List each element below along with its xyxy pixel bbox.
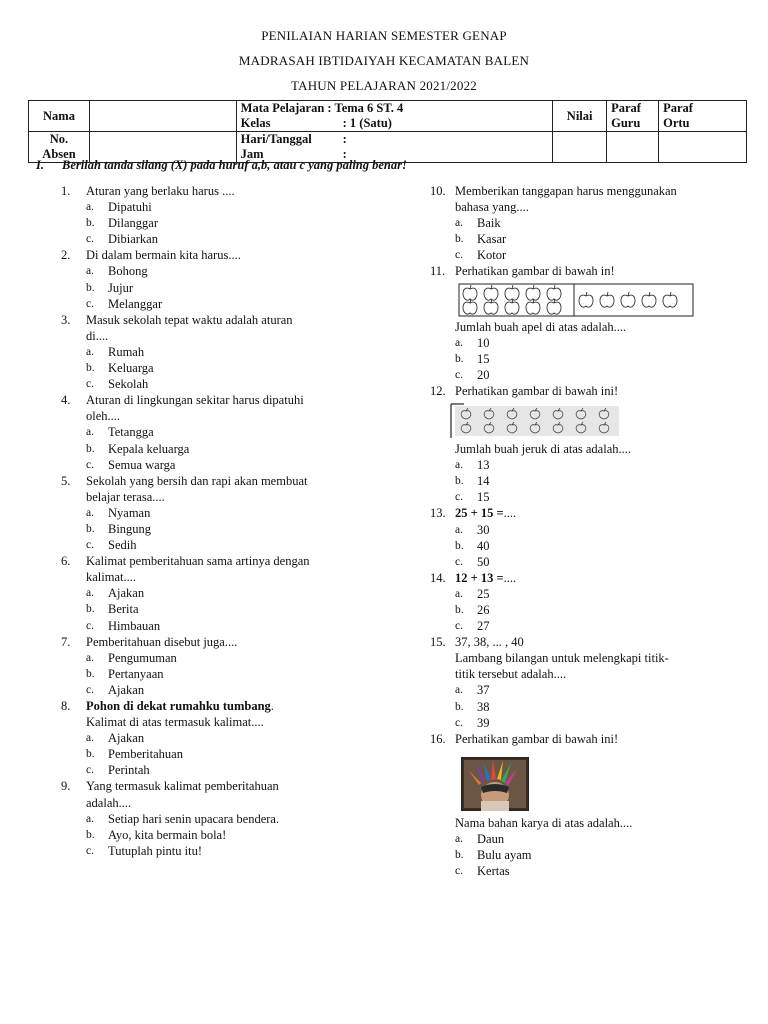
- question-number: 6.: [61, 554, 71, 569]
- option-text: Pengumuman: [108, 650, 177, 665]
- option-text: Bingung: [108, 521, 152, 536]
- question-picture: [458, 283, 760, 317]
- option-letter: b.: [455, 603, 464, 616]
- question-expression: [455, 505, 760, 521]
- option-b[interactable]: [86, 215, 381, 231]
- question-text: kalimat....: [86, 570, 136, 585]
- option-letter: a.: [86, 812, 94, 825]
- option-letter: a.: [86, 201, 94, 214]
- question-followup: Jumlah buah jeruk di atas adalah....: [455, 442, 631, 457]
- mapel-kelas-cell: [236, 101, 553, 132]
- option-letter: b.: [86, 828, 95, 841]
- option-c[interactable]: [455, 247, 760, 263]
- question-text: Di dalam bermain kita harus....: [86, 248, 241, 263]
- left-column: [61, 183, 381, 859]
- option-a[interactable]: [86, 344, 381, 360]
- option-letter: a.: [86, 265, 94, 278]
- question-number: 2.: [61, 248, 71, 263]
- label-hari: Hari/Tanggal: [240, 132, 312, 146]
- option-c[interactable]: [455, 863, 760, 879]
- option-a[interactable]: [86, 505, 381, 521]
- oranges-picture: [450, 403, 624, 439]
- question-text: Pemberitahuan disebut juga....: [86, 634, 238, 649]
- question-number: 14.: [430, 570, 446, 585]
- colon-hari: :: [342, 132, 347, 146]
- option-b[interactable]: [86, 521, 381, 537]
- option-c[interactable]: [86, 537, 381, 553]
- expression-end: ....: [503, 570, 517, 585]
- option-text: Sedih: [108, 538, 137, 553]
- option-letter: b.: [86, 217, 95, 230]
- option-c[interactable]: [455, 715, 760, 731]
- option-letter: c.: [86, 619, 94, 632]
- option-letter: c.: [86, 844, 94, 857]
- question-11: [430, 263, 760, 382]
- question-text: Memberikan tanggapan harus menggunakan: [455, 184, 677, 198]
- options-list: [86, 424, 381, 472]
- option-a[interactable]: [455, 215, 760, 231]
- question-number: 15.: [430, 635, 446, 650]
- option-a[interactable]: [86, 650, 381, 666]
- option-text: Keluarga: [108, 361, 154, 376]
- option-text: 20: [477, 367, 490, 382]
- option-b[interactable]: [86, 827, 381, 843]
- question-number: 7.: [61, 634, 71, 649]
- question-number: 11.: [430, 264, 446, 279]
- option-text: 30: [477, 522, 490, 537]
- option-text: Sekolah: [108, 377, 149, 392]
- option-text: Rumah: [108, 344, 145, 359]
- option-b[interactable]: [455, 847, 760, 863]
- option-text: 37: [477, 683, 490, 698]
- question-14: [430, 570, 760, 634]
- header-line-3: TAHUN PELAJARAN 2021/2022: [291, 78, 477, 93]
- option-b[interactable]: [455, 699, 760, 715]
- instruction-text: Berilah tanda silang (X) pada huruf a,b, atau c yang paling benar!: [62, 158, 407, 172]
- option-letter: a.: [455, 217, 463, 230]
- question-number: 8.: [61, 699, 71, 713]
- options-list: [86, 505, 381, 553]
- option-a[interactable]: [86, 585, 381, 601]
- option-letter: b.: [86, 667, 95, 680]
- paraf-guru-cell: [607, 101, 659, 132]
- question-12: [430, 383, 760, 505]
- option-letter: a.: [455, 459, 463, 472]
- option-a[interactable]: [455, 457, 760, 473]
- question-6: [61, 553, 381, 633]
- option-a[interactable]: [455, 335, 760, 351]
- option-letter: b.: [455, 233, 464, 246]
- option-text: Ajakan: [108, 731, 145, 746]
- option-letter: a.: [455, 587, 463, 600]
- option-letter: c.: [86, 539, 94, 552]
- paraf-ortu-cell: [659, 101, 747, 132]
- question-picture: [461, 757, 760, 811]
- right-column: [430, 183, 760, 879]
- identity-table: [28, 100, 747, 163]
- question-text: Perhatikan gambar di bawah in!: [455, 264, 615, 279]
- question-text: Perhatikan gambar di bawah ini!: [455, 383, 619, 398]
- options-list: [455, 586, 760, 634]
- question-picture: [450, 403, 760, 439]
- option-text: Tetangga: [108, 425, 154, 440]
- question-15: [430, 634, 760, 731]
- options-list: [86, 730, 381, 778]
- option-c[interactable]: [86, 682, 381, 698]
- option-text: 25: [477, 586, 490, 601]
- question-text: Kalimat di atas termasuk kalimat....: [86, 715, 264, 730]
- option-letter: c.: [86, 297, 94, 310]
- option-letter: b.: [455, 700, 464, 713]
- question-text: Yang termasuk kalimat pemberitahuan: [86, 779, 279, 794]
- option-a[interactable]: [455, 831, 760, 847]
- option-c[interactable]: [86, 231, 381, 247]
- value-mapel: Tema 6 ST. 4: [334, 101, 404, 115]
- option-text: Dipatuhi: [108, 200, 152, 215]
- option-letter: b.: [86, 603, 95, 616]
- option-letter: b.: [86, 281, 95, 294]
- question-number: 4.: [61, 393, 71, 408]
- question-number: 10.: [430, 184, 446, 198]
- question-number: 13.: [430, 506, 446, 521]
- option-c[interactable]: [86, 843, 381, 859]
- label-paraf-ortu-2: Ortu: [663, 116, 690, 130]
- option-text: Kasar: [477, 232, 507, 247]
- option-text: 14: [477, 474, 490, 489]
- options-list: [455, 522, 760, 570]
- option-text: 38: [477, 699, 490, 714]
- option-b[interactable]: [86, 601, 381, 617]
- question-number: 1.: [61, 184, 71, 198]
- option-letter: b.: [455, 352, 464, 365]
- option-letter: a.: [86, 426, 94, 439]
- bold-sentence-text: Pohon di dekat rumahku tumbang: [86, 699, 271, 713]
- option-text: 27: [477, 619, 490, 634]
- option-text: Ayo, kita bermain bola!: [108, 827, 227, 842]
- option-letter: c.: [455, 249, 463, 262]
- option-c[interactable]: [86, 762, 381, 778]
- option-a[interactable]: [455, 522, 760, 538]
- option-text: Nyaman: [108, 505, 151, 520]
- options-list: [455, 682, 760, 730]
- header-line-2: MADRASAH IBTIDAIYAH KECAMATAN BALEN: [238, 53, 530, 68]
- option-b[interactable]: [86, 746, 381, 762]
- colon-jam: :: [342, 147, 347, 161]
- question-followup: Jumlah buah apel di atas adalah....: [455, 319, 627, 334]
- question-text: Aturan di lingkungan sekitar harus dipatuhi: [86, 393, 304, 408]
- question-text: Lambang bilangan untuk melengkapi titik-: [455, 651, 669, 666]
- label-mapel: Mata Pelajaran :: [240, 101, 332, 115]
- option-text: Bohong: [108, 264, 148, 279]
- bold-sentence-end: .: [270, 699, 274, 713]
- option-text: Kotor: [477, 248, 507, 263]
- question-text: Masuk sekolah tepat waktu adalah aturan: [86, 312, 293, 327]
- question-text: Perhatikan gambar di bawah ini!: [455, 731, 619, 746]
- option-letter: c.: [455, 555, 463, 568]
- option-text: 26: [477, 602, 490, 617]
- option-letter: b.: [455, 849, 464, 861]
- option-c[interactable]: [86, 376, 381, 392]
- label-paraf-guru-1: Paraf: [611, 101, 641, 115]
- option-letter: a.: [86, 587, 94, 600]
- option-text: 15: [477, 351, 490, 366]
- options-list: [455, 215, 760, 263]
- option-letter: c.: [455, 368, 463, 381]
- label-no: No.: [49, 132, 69, 146]
- options-list: [86, 650, 381, 698]
- question-followup: Nama bahan karya di atas adalah....: [455, 815, 633, 830]
- option-letter: c.: [455, 620, 463, 633]
- option-b[interactable]: [86, 666, 381, 682]
- question-text: belajar terasa....: [86, 489, 165, 504]
- option-letter: a.: [455, 832, 463, 845]
- option-letter: c.: [86, 233, 94, 246]
- options-list: [455, 831, 760, 879]
- option-text: Melanggar: [108, 296, 163, 311]
- option-letter: a.: [86, 506, 94, 519]
- question-13: [430, 505, 760, 569]
- question-text: oleh....: [86, 409, 121, 424]
- question-9: [61, 778, 381, 858]
- option-letter: a.: [86, 732, 94, 745]
- question-text: adalah....: [86, 795, 132, 810]
- question-number: 5.: [61, 473, 71, 488]
- option-b[interactable]: [86, 280, 381, 296]
- question-1: [61, 183, 381, 247]
- option-letter: a.: [86, 651, 94, 664]
- option-letter: a.: [86, 345, 94, 358]
- option-b[interactable]: [86, 360, 381, 376]
- option-b[interactable]: [86, 441, 381, 457]
- option-text: Perintah: [108, 763, 150, 778]
- option-letter: b.: [86, 522, 95, 535]
- option-text: Tutuplah pintu itu!: [108, 843, 202, 858]
- expression-end: ....: [503, 506, 517, 521]
- question-number: 12.: [430, 383, 446, 398]
- option-text: Kertas: [477, 864, 510, 879]
- question-2: [61, 247, 381, 311]
- options-list: [455, 457, 760, 505]
- option-text: Dibiarkan: [108, 232, 158, 247]
- option-text: 10: [477, 335, 490, 350]
- question-10: [430, 183, 760, 263]
- option-text: Setiap hari senin upacara bendera.: [108, 811, 280, 826]
- options-list: [86, 585, 381, 633]
- question-7: [61, 634, 381, 698]
- option-text: Berita: [108, 602, 139, 617]
- option-c[interactable]: [455, 554, 760, 570]
- options-list: [86, 344, 381, 392]
- option-b[interactable]: [455, 231, 760, 247]
- option-letter: b.: [455, 539, 464, 552]
- expression-text: 25 + 15 =: [455, 506, 504, 521]
- option-text: Ajakan: [108, 682, 145, 697]
- option-c[interactable]: [86, 618, 381, 634]
- option-letter: c.: [455, 716, 463, 729]
- field-nilai[interactable]: [553, 132, 607, 163]
- option-letter: b.: [86, 442, 95, 455]
- option-a[interactable]: [455, 682, 760, 698]
- field-nama[interactable]: [89, 101, 236, 132]
- section-instruction: [36, 158, 407, 173]
- question-text: bahasa yang....: [455, 200, 529, 215]
- value-kelas: : 1 (Satu): [342, 116, 392, 130]
- option-a[interactable]: [86, 199, 381, 215]
- option-c[interactable]: [455, 489, 760, 505]
- option-text: Himbauan: [108, 618, 161, 633]
- option-text: 50: [477, 554, 490, 569]
- option-a[interactable]: [86, 424, 381, 440]
- option-a[interactable]: [455, 586, 760, 602]
- label-paraf-guru-2: Guru: [611, 116, 641, 130]
- option-letter: c.: [455, 491, 463, 504]
- label-nama: Nama: [29, 101, 90, 132]
- question-text: Kalimat pemberitahuan sama artinya dengan: [86, 554, 310, 569]
- question-5: [61, 473, 381, 553]
- option-letter: c.: [86, 458, 94, 471]
- option-text: Baik: [477, 216, 501, 231]
- options-list: [86, 199, 381, 247]
- label-kelas: Kelas: [240, 116, 271, 130]
- field-paraf-guru[interactable]: [607, 132, 659, 163]
- question-number: 3.: [61, 312, 71, 327]
- option-letter: a.: [455, 684, 463, 697]
- option-letter: a.: [455, 336, 463, 349]
- option-text: Kepala keluarga: [108, 441, 190, 456]
- question-bold-sentence: [86, 698, 381, 714]
- option-text: 13: [477, 458, 490, 473]
- option-text: Dilanggar: [108, 216, 158, 231]
- label-nilai: Nilai: [553, 101, 607, 132]
- option-text: Daun: [477, 831, 505, 846]
- header-line-1: PENILAIAN HARIAN SEMESTER GENAP: [261, 28, 507, 43]
- option-c[interactable]: [455, 618, 760, 634]
- option-letter: b.: [455, 475, 464, 488]
- option-a[interactable]: [86, 811, 381, 827]
- question-text: titik tersebut adalah....: [455, 667, 567, 682]
- question-text: 37, 38, ... , 40: [455, 635, 524, 650]
- label-jam: Jam: [240, 147, 264, 161]
- option-letter: c.: [455, 865, 463, 878]
- option-letter: b.: [86, 748, 95, 761]
- option-b[interactable]: [455, 473, 760, 489]
- option-text: Pemberitahuan: [108, 747, 183, 762]
- option-a[interactable]: [86, 263, 381, 279]
- option-text: 39: [477, 715, 490, 730]
- question-expression: [455, 570, 760, 586]
- question-8: [61, 698, 381, 778]
- options-list: [455, 335, 760, 383]
- option-b[interactable]: [455, 538, 760, 554]
- option-c[interactable]: [86, 457, 381, 473]
- options-list: [86, 811, 381, 859]
- options-list: [86, 263, 381, 311]
- label-paraf-ortu-1: Paraf: [663, 101, 693, 115]
- option-b[interactable]: [455, 351, 760, 367]
- question-number: 9.: [61, 779, 71, 794]
- option-text: Semua warga: [108, 457, 176, 472]
- option-text: Jujur: [108, 280, 133, 295]
- option-text: 15: [477, 490, 490, 505]
- label-absen: Absen: [42, 147, 76, 161]
- question-text: di....: [86, 328, 109, 343]
- section-number: I.: [36, 158, 44, 172]
- option-text: 40: [477, 538, 490, 553]
- question-4: [61, 392, 381, 472]
- option-c[interactable]: [86, 296, 381, 312]
- option-a[interactable]: [86, 730, 381, 746]
- option-letter: c.: [86, 683, 94, 696]
- apples-picture: [458, 283, 694, 317]
- feather-mask-picture: [461, 757, 529, 811]
- question-3: [61, 312, 381, 392]
- question-16: [430, 731, 760, 879]
- option-letter: c.: [86, 378, 94, 391]
- question-text: Aturan yang berlaku harus ....: [86, 184, 235, 198]
- option-b[interactable]: [455, 602, 760, 618]
- option-letter: b.: [86, 362, 95, 375]
- option-c[interactable]: [455, 367, 760, 383]
- option-text: Ajakan: [108, 586, 145, 601]
- option-letter: a.: [455, 523, 463, 536]
- option-letter: c.: [86, 764, 94, 777]
- expression-text: 12 + 13 =: [455, 570, 504, 585]
- option-text: Pertanyaan: [108, 666, 164, 681]
- option-text: Bulu ayam: [477, 848, 532, 862]
- field-paraf-ortu[interactable]: [659, 132, 747, 163]
- question-number: 16.: [430, 731, 446, 746]
- question-text: Sekolah yang bersih dan rapi akan membuat: [86, 473, 308, 488]
